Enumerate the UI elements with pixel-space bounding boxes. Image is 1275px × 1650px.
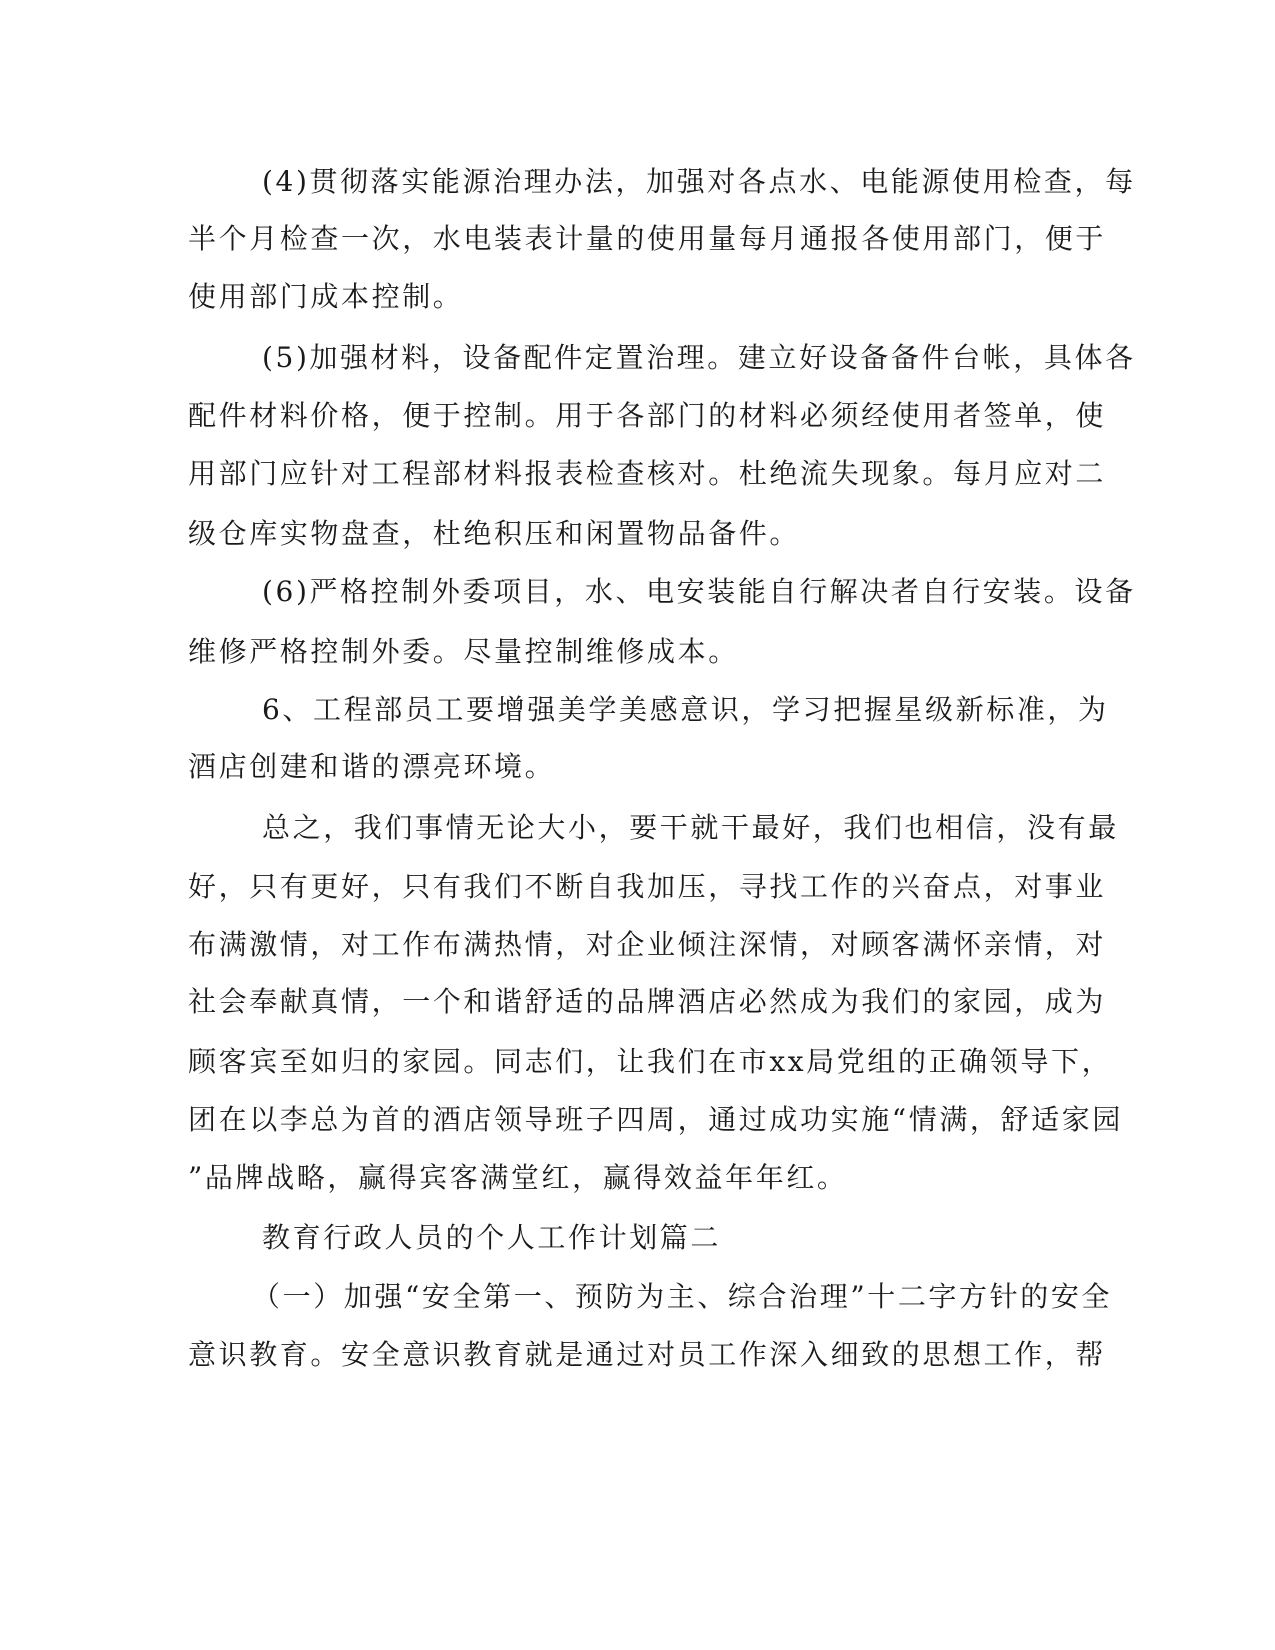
item-6-line-2: 酒店创建和谐的漂亮环境。 <box>188 750 556 783</box>
paragraph-5-line-2: 配件材料价格，便于控制。用于各部门的材料必须经使用者签单，使 <box>188 399 1107 432</box>
paragraph-5-line-4: 级仓库实物盘查，杜绝积压和闲置物品备件。 <box>188 517 801 550</box>
paragraph-4-line-3: 使用部门成本控制。 <box>188 280 464 313</box>
paragraph-4-line-1: (4)贯彻落实能源治理办法，加强对各点水、电能源使用检查，每 <box>262 165 1136 198</box>
paragraph-6-line-1: (6)严格控制外委项目，水、电安装能自行解决者自行安装。设备 <box>262 575 1136 608</box>
paragraph-4-line-2: 半个月检查一次，水电装表计量的使用量每月通报各使用部门，便于 <box>188 222 1107 255</box>
paragraph-5-line-1: (5)加强材料，设备配件定置治理。建立好设备备件台帐，具体各 <box>262 341 1136 374</box>
section-1-line-1: （一）加强“安全第一、预防为主、综合治理”十二字方针的安全 <box>252 1280 1113 1313</box>
paragraph-6-line-2: 维修严格控制外委。尽量控制维修成本。 <box>188 635 739 668</box>
summary-line-7: ”品牌战略，赢得宾客满堂红，赢得效益年年红。 <box>188 1161 848 1194</box>
summary-line-2: 好，只有更好，只有我们不断自我加压，寻找工作的兴奋点，对事业 <box>188 870 1107 903</box>
paragraph-5-line-3: 用部门应针对工程部材料报表检查核对。杜绝流失现象。每月应对二 <box>188 457 1107 490</box>
summary-line-4: 社会奉献真情，一个和谐舒适的品牌酒店必然成为我们的家园，成为 <box>188 985 1107 1018</box>
summary-line-5: 顾客宾至如归的家园。同志们，让我们在市xx局党组的正确领导下， <box>188 1045 1113 1078</box>
summary-line-3: 布满激情，对工作布满热情，对企业倾注深情，对顾客满怀亲情，对 <box>188 928 1107 961</box>
summary-line-1: 总之，我们事情无论大小，要干就干最好，我们也相信，没有最 <box>262 811 1119 844</box>
section-1-line-2: 意识教育。安全意识教育就是通过对员工作深入细致的思想工作，帮 <box>188 1338 1107 1371</box>
summary-line-6: 团在以李总为首的酒店领导班子四周，通过成功实施“情满，舒适家园 <box>188 1103 1123 1136</box>
section-heading: 教育行政人员的个人工作计划篇二 <box>262 1221 722 1254</box>
item-6-line-1: 6、工程部员工要增强美学美感意识，学习把握星级新标准，为 <box>262 693 1109 726</box>
